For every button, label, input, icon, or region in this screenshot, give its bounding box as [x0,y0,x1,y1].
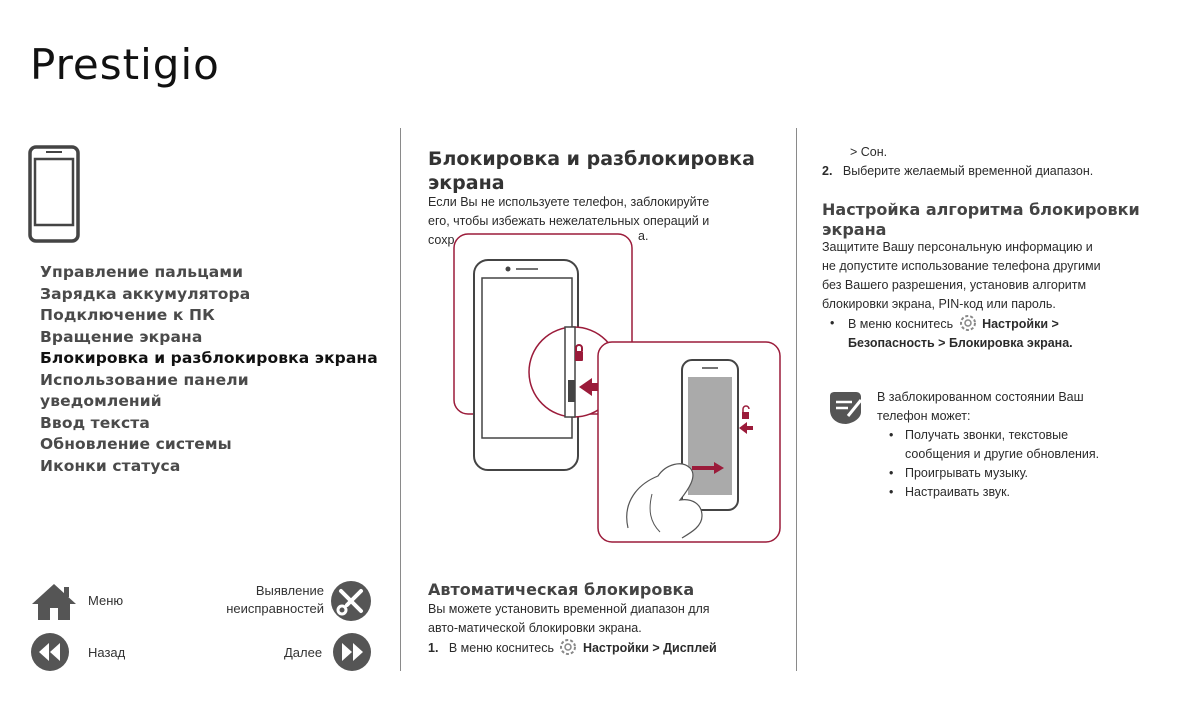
troubleshoot-label-line1: Выявление [255,583,324,598]
note-text: В заблокированном состоянии Ваш телефон может: [877,390,1084,423]
intro-text-end: а. [638,229,649,243]
toc-item[interactable]: Зарядка аккумулятора [40,284,251,303]
section-title [428,147,768,195]
troubleshoot-label[interactable] [200,582,324,618]
lock-algo-bullet: • В меню коснитесь Настройки > Безопасность > Блокировка экрана. [830,316,1073,350]
auto-lock-section [428,580,788,658]
forward-icon[interactable] [332,632,372,672]
settings-gear-icon [959,314,977,332]
list-item: Проигрывать музыку. [905,466,1029,480]
auto-lock-step1: 1. В меню коснитесь Настройки > Дисплей [428,638,788,658]
toc-item[interactable]: Вращение экрана [40,327,203,346]
note-list: • Получать звонки, текстовые сообщения и другие обновления. • Проигрывать музыку. • Настраивать звук. [889,428,1100,499]
brand-logo: Prestigio [30,40,220,89]
lock-algo-text: Защитите Вашу персональную информацию и не допустите использование телефона другими без Вашего разрешения, установив алгоритм блокировки экрана, PIN-код или пароль. [822,240,1101,311]
back-label[interactable]: Назад [88,645,126,660]
step2: 2. Выберите желаемый временной диапазон. [822,164,1094,178]
troubleshoot-label-line2: неисправностей [226,601,324,616]
section-title-line2: экрана [428,172,505,194]
cont-text: > Сон. [850,145,888,159]
phone-icon [28,145,80,248]
toc-item[interactable]: Ввод текста [40,413,150,432]
home-icon[interactable] [30,582,78,622]
intro-text: Если Вы не используете телефон, заблокируйте его, чтобы избежать нежелательных операций и сохр [428,195,710,247]
lock-algo-section [822,200,1167,353]
settings-gear-icon [559,638,577,656]
auto-lock-title: Автоматическая блокировка [428,580,695,599]
toc-item[interactable]: Подключение к ПК [40,306,215,324]
auto-lock-text: Вы можете установить временной диапазон для авто-матической блокировки экрана. [428,602,710,635]
section-title-line1: Блокировка и разблокировка [428,148,755,170]
lock-illustration [452,232,782,544]
toc-item[interactable]: Управление пальцами [40,263,244,281]
list-item: Настраивать звук. [905,485,1011,499]
lock-algo-title: Настройка алгоритма блокировки экрана [822,200,1140,239]
note-icon [826,390,864,431]
column-divider [796,128,797,671]
next-label[interactable]: Далее [284,645,323,660]
tools-icon[interactable] [330,580,372,622]
note-block [877,388,1167,502]
toc-list [40,262,378,477]
column-divider [400,128,401,671]
list-item: сообщения и другие обновления. [905,447,1100,461]
back-icon[interactable] [30,632,70,672]
toc-item[interactable]: уведомлений [40,392,162,410]
list-item: Получать звонки, текстовые [905,428,1069,442]
toc-item[interactable]: Обновление системы [40,435,232,453]
toc-item[interactable]: Иконки статуса [40,456,181,475]
menu-label[interactable]: Меню [88,593,124,608]
toc-item[interactable]: Использование панели [40,370,249,389]
toc-item-active[interactable]: Блокировка и разблокировка экрана [40,349,378,367]
